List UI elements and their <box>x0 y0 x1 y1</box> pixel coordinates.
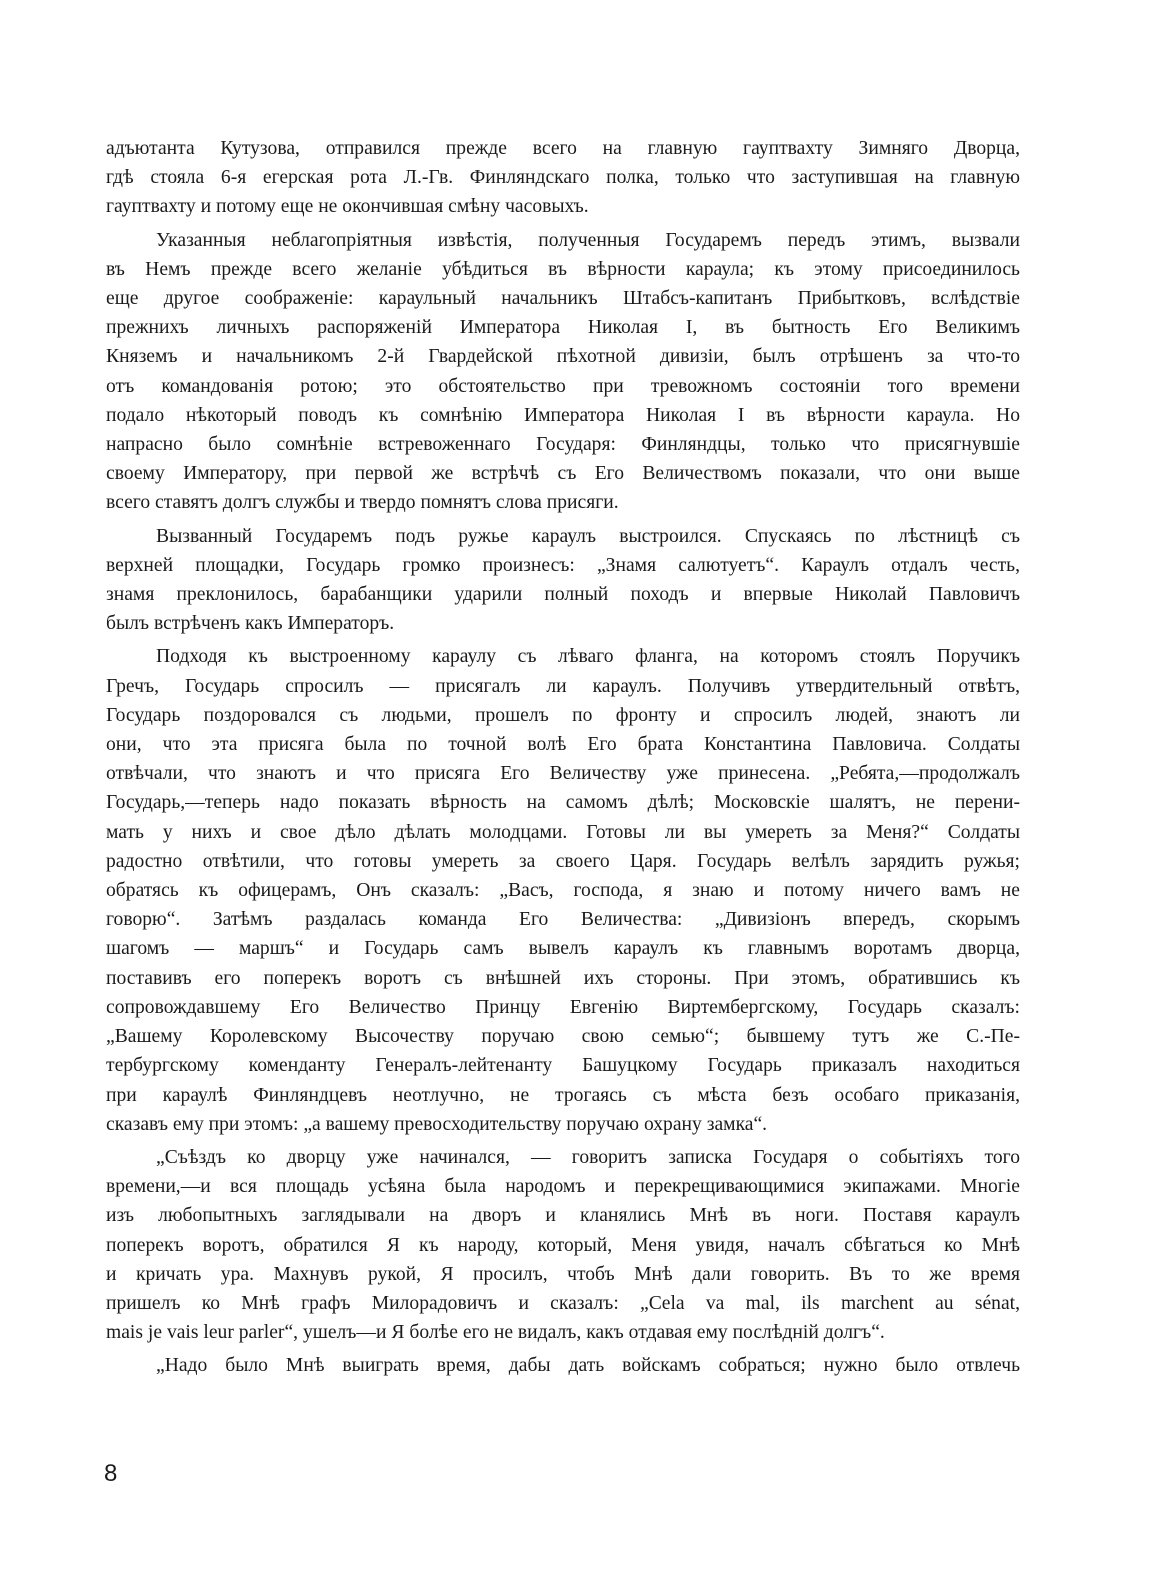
text-line: отвѣчали, что знаютъ и что присяга Его Величеству уже принесена. „Ребята,—продолжалъ <box>106 763 1020 785</box>
text-line: тербургскому коменданту Генералъ-лейтенанту Башуцкому Государь приказалъ находиться <box>106 1055 1020 1077</box>
text-line: прежнихъ личныхъ распоряженій Императора Николая I, въ бытность Его Великимъ <box>106 317 1020 339</box>
text-line: Государь поздоровался съ людьми, прошелъ по фронту и спросилъ людей, знаютъ ли <box>106 704 1020 726</box>
text-line: изъ любопытныхъ заглядывали на дворъ и кланялись Мнѣ въ ноги. Поставя караулъ <box>106 1205 1020 1227</box>
text-line: пришелъ ко Мнѣ графъ Милорадовичъ и сказалъ: „Cela va mal, ils marchent au sénat, <box>106 1292 1020 1314</box>
page-body <box>106 134 1020 1381</box>
text-line: адъютанта Кутузова, отправился прежде всего на главную гауптвахту Зимняго Дворца, <box>106 138 1020 159</box>
text-line: Княземъ и начальникомъ 2-й Гвардейской пѣхотной дивизіи, былъ отрѣшенъ за что-то <box>106 346 1020 368</box>
text-line: еще другое соображеніе: караульный начальникъ Штабсъ-капитанъ Прибытковъ, вслѣдствіе <box>106 288 1020 310</box>
text-line: поставивъ его поперекъ воротъ съ внѣшней ихъ стороны. При этомъ, обратившись къ <box>106 967 1020 989</box>
paragraph <box>106 134 1020 222</box>
text-line: сопровождавшему Его Величество Принцу Евгенію Виртембергскому, Государь сказалъ: <box>106 996 1020 1018</box>
text-line: Подходя къ выстроенному караулу съ лѣваго фланга, на которомъ стоялъ Поручикъ <box>156 646 1020 668</box>
text-line: говорю“. Затѣмъ раздалась команда Его Величества: „Дивизіонъ впередъ, скорымъ <box>106 909 1020 931</box>
text-line: поперекъ воротъ, обратился Я къ народу, который, Меня увидя, началъ сбѣгаться ко Мнѣ <box>106 1234 1020 1256</box>
text-line: mais je vais leur parler“, ушелъ—и Я болѣе его не видалъ, какъ отдавая ему послѣдній долгъ“. <box>106 1322 885 1344</box>
page-number: 8 <box>104 1460 118 1487</box>
text-line: и кричать ура. Махнувъ рукой, Я просилъ, чтобъ Мнѣ дали говорить. Въ то же время <box>106 1263 1020 1285</box>
text-line: гауптвахту и потому еще не окончившая смѣну часовыхъ. <box>106 196 589 218</box>
text-line: въ Немъ прежде всего желаніе убѣдиться въ вѣрности караула; къ этому присоединилось <box>106 258 1020 280</box>
text-line: напрасно было сомнѣніе встревоженнаго Государя: Финляндцы, только что присягнувшіе <box>106 434 1020 456</box>
paragraph <box>106 1143 1020 1347</box>
text-line: своему Императору, при первой же встрѣчѣ съ Его Величествомъ показали, что они выше <box>106 463 1020 485</box>
text-line: шагомъ — маршъ“ и Государь самъ вывелъ караулъ къ главнымъ воротамъ дворца, <box>106 938 1020 960</box>
text-line: верхней площадки, Государь громко произнесъ: „Знамя салютуетъ“. Караулъ отдалъ честь, <box>106 554 1020 576</box>
text-line: отъ командованія ротою; это обстоятельство при тревожномъ состояніи того времени <box>106 375 1020 397</box>
text-line: сказавъ ему при этомъ: „а вашему превосходительству поручаю охрану замка“. <box>106 1113 768 1135</box>
text-line: мать у нихъ и свое дѣло дѣлать молодцами. Готовы ли вы умереть за Меня?“ Солдаты <box>106 821 1020 843</box>
paragraph <box>106 1351 1020 1380</box>
paragraph <box>106 226 1020 518</box>
text-line: „Надо было Мнѣ выиграть время, дабы дать войскамъ собраться; нужно было отвлечь <box>156 1355 1020 1377</box>
text-line: времени,—и вся площадь усѣяна была народомъ и перекрещивающимися экипажами. Многіе <box>106 1176 1020 1198</box>
text-line: Государь,—теперь надо показать вѣрность на самомъ дѣлѣ; Московскіе шалятъ, не перени- <box>106 792 1020 814</box>
text-line: былъ встрѣченъ какъ Императоръ. <box>106 613 395 635</box>
text-line: всего ставятъ долгъ службы и твердо помнятъ слова присяги. <box>106 492 619 514</box>
paragraph <box>106 522 1020 639</box>
paragraph <box>106 642 1020 1138</box>
text-line: они, что эта присяга была по точной волѣ Его брата Константина Павловича. Солдаты <box>106 734 1020 756</box>
text-line: обратясь къ офицерамъ, Онъ сказалъ: „Васъ, господа, я знаю и потому ничего вамъ не <box>106 880 1020 902</box>
text-line: Указанныя неблагопріятныя извѣстія, полученныя Государемъ передъ этимъ, вызвали <box>156 229 1020 251</box>
text-line: подало нѣкоторый поводъ къ сомнѣнію Императора Николая I въ вѣрности караула. Но <box>106 404 1020 426</box>
text-line: Вызванный Государемъ подъ ружье караулъ выстроился. Спускаясь по лѣстницѣ съ <box>156 525 1020 547</box>
text-line: „Вашему Королевскому Высочеству поручаю свою семью“; бывшему тутъ же С.-Пе- <box>106 1026 1020 1048</box>
text-line: знамя преклонилось, барабанщики ударили полный походъ и впервые Николай Павловичъ <box>106 584 1020 606</box>
text-line: Гречъ, Государь спросилъ — присягалъ ли караулъ. Получивъ утвердительный отвѣтъ, <box>106 675 1020 697</box>
text-line: „Съѣздъ ко дворцу уже начинался, — говоритъ записка Государя о событіяхъ того <box>156 1146 1020 1168</box>
text-line: при караулѣ Финляндцевъ неотлучно, не трогаясь съ мѣста безъ особаго приказанія, <box>106 1084 1020 1106</box>
text-line: радостно отвѣтили, что готовы умереть за своего Царя. Государь велѣлъ зарядить ружья; <box>106 850 1020 872</box>
text-line: гдѣ стояла 6-я егерская рота Л.-Гв. Финляндскаго полка, только что заступившая на главную <box>106 167 1020 189</box>
